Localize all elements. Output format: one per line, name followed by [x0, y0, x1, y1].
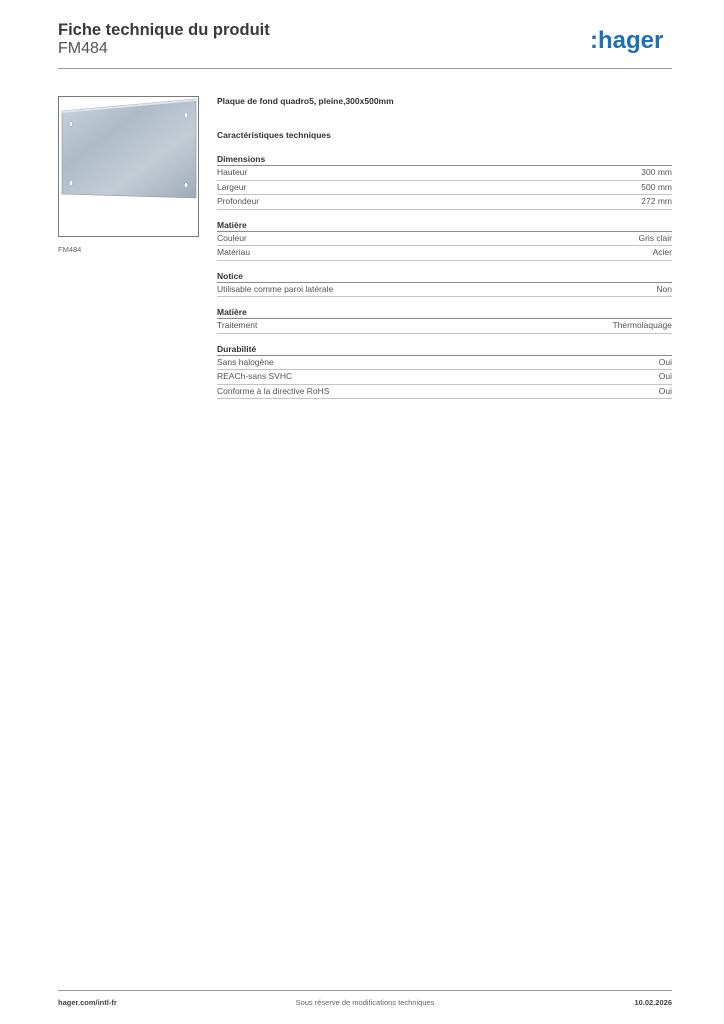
row-label: Largeur [217, 181, 247, 192]
section-title: Durabilité [217, 344, 672, 356]
page-title: Fiche technique du produit [58, 21, 270, 39]
table-row [217, 356, 672, 371]
row-value: 300 mm [641, 167, 672, 177]
product-reference: FM484 [58, 40, 108, 57]
table-row [217, 181, 672, 196]
header-divider [58, 68, 672, 69]
table-row [217, 195, 672, 210]
table-row [217, 166, 672, 181]
table-row [217, 232, 672, 247]
row-label: Sans halogène [217, 356, 274, 367]
section-title: Dimensions [217, 154, 672, 166]
back-plate-illustration [59, 97, 198, 236]
section-material [217, 220, 672, 261]
row-label: Profondeur [217, 196, 260, 206]
section-title: Notice [217, 271, 672, 283]
row-value: Oui [658, 356, 672, 367]
logo-text: :hager [590, 27, 664, 54]
footer-date: 10.02.2026 [634, 998, 672, 1007]
section-title: Matière [217, 307, 672, 319]
footer-disclaimer: Sous réserve de modifications techniques [295, 998, 435, 1007]
section-dimensions [217, 154, 672, 210]
row-label: Couleur [217, 232, 247, 243]
row-label: Matériau [217, 247, 251, 257]
row-value: Oui [658, 385, 672, 396]
table-row [217, 319, 672, 334]
row-value: 272 mm [641, 196, 672, 206]
footer-divider [58, 990, 672, 991]
product-description: Plaque de fond quadro5, pleine,300x500mm [217, 96, 394, 106]
table-row [217, 370, 672, 385]
section-durability [217, 344, 672, 400]
row-value: Gris clair [638, 232, 672, 243]
page-header [58, 20, 672, 58]
row-value: 500 mm [641, 181, 672, 192]
row-value: Acier [652, 247, 672, 257]
row-label: Conforme à la directive RoHS [217, 385, 330, 396]
row-label: REACh-sans SVHC [217, 371, 293, 381]
row-label: Traitement [217, 320, 258, 330]
section-title: Matière [217, 220, 672, 232]
tech-characteristics-title: Caractéristiques techniques [217, 130, 331, 140]
hager-logo [590, 26, 672, 56]
section-notice [217, 271, 672, 298]
table-row [217, 283, 672, 298]
image-caption: FM484 [58, 245, 82, 254]
product-details [217, 96, 672, 409]
section-material-treatment [217, 307, 672, 334]
product-image [58, 96, 199, 237]
table-row [217, 246, 672, 261]
row-value: Non [656, 283, 672, 294]
row-label: Hauteur [217, 167, 248, 177]
row-value: Oui [658, 371, 672, 381]
row-label: Utilisable comme paroi latérale [217, 283, 334, 294]
row-value: Thermolaquage [612, 320, 672, 330]
table-row [217, 385, 672, 400]
footer-website: hager.com/intl-fr [58, 998, 117, 1007]
